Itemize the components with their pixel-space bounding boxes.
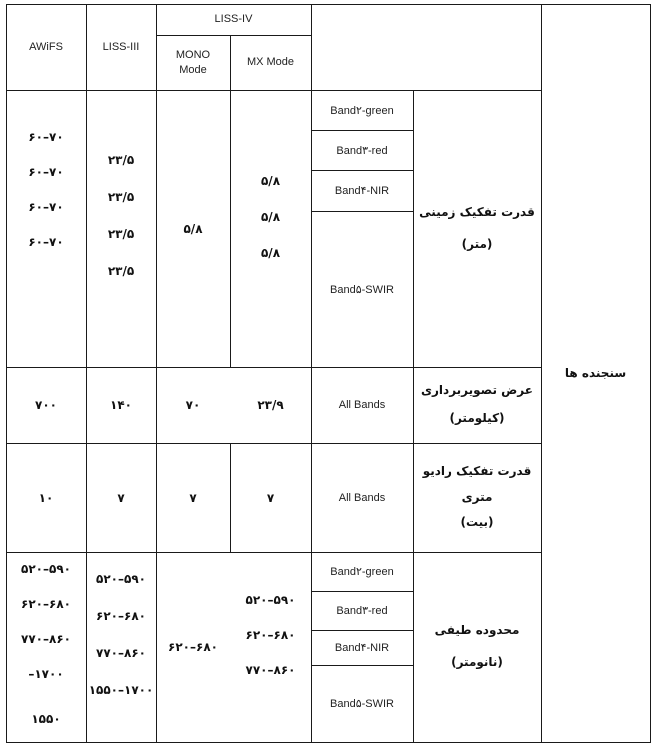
radiometric-mono-value: ۷ <box>189 490 197 505</box>
radiometric-liss3-value: ۷ <box>117 490 125 505</box>
band-red-1 <box>311 130 413 170</box>
spectral-liss3-2: ۶۲۰–۶۸۰ <box>96 609 146 623</box>
spectral-liss3 <box>86 573 156 696</box>
ground-res-awifs <box>6 131 86 248</box>
band-nir-label-2: Band۴-NIR <box>334 642 390 654</box>
ground-res-awifs-3: ۶۰–۷۰ <box>28 200 64 214</box>
header-awifs <box>6 4 86 90</box>
band-green-label: Band۲-green <box>330 104 394 117</box>
band-nir-2 <box>311 630 413 665</box>
radiometric-label-line2: متری <box>461 489 493 504</box>
spectral-label-line2: (نانومتر) <box>451 655 503 669</box>
ground-res-mx <box>230 175 311 259</box>
ground-res-liss3-4: ۲۳/۵ <box>107 264 135 278</box>
spectral-liss3-1: ۵۲۰–۵۹۰ <box>96 572 146 586</box>
header-mx-mode <box>230 35 311 90</box>
spectral-mono-value: ۶۲۰–۶۸۰ <box>168 640 218 654</box>
spectral-mx-1: ۵۲۰–۵۹۰ <box>245 593 296 607</box>
radiometric-liss3 <box>86 443 156 552</box>
spectral-liss3-3: ۷۷۰–۸۶۰ <box>96 646 146 660</box>
ground-res-label <box>413 90 541 367</box>
radiometric-mx-value: ۷ <box>266 490 275 505</box>
band-nir-1 <box>311 170 413 211</box>
band-swir-2 <box>311 665 413 742</box>
sensors-label-cell <box>541 4 650 743</box>
swath-liss3 <box>86 367 156 443</box>
swath-all-bands: All Bands <box>338 399 386 411</box>
ground-res-mx-1: ۵/۸ <box>260 174 281 188</box>
ground-res-mx-2: ۵/۸ <box>260 210 281 224</box>
spectral-awifs-2: ۶۲۰–۶۸۰ <box>21 597 71 611</box>
header-awifs-label: AWiFS <box>29 40 63 53</box>
header-liss4-label: LISS-IV <box>214 13 253 26</box>
spectral-label <box>413 552 541 742</box>
spectral-awifs <box>6 563 86 680</box>
header-mono-mode <box>156 35 230 90</box>
swath-bands <box>311 367 413 443</box>
swath-label <box>413 367 541 443</box>
spectral-awifs-4: –۱۷۰۰ <box>28 667 64 681</box>
band-red-2 <box>311 591 413 630</box>
radiometric-label-line3: (بیت) <box>460 515 494 530</box>
spectral-mx-2: ۶۲۰–۶۸۰ <box>245 628 296 642</box>
radiometric-mono <box>156 443 230 552</box>
ground-res-awifs-1: ۶۰–۷۰ <box>28 130 64 144</box>
header-mono-line1: MONO <box>175 49 211 62</box>
swath-label-line2: (کیلومتر) <box>449 411 505 425</box>
band-green-2 <box>311 552 413 591</box>
swath-awifs-value: ۷۰۰ <box>35 398 57 412</box>
spectral-liss3-4: ۱۵۵۰–۱۷۰۰ <box>88 683 154 697</box>
band-green-label-2: Band۲-green <box>330 566 394 578</box>
header-liss3-label: LISS-III <box>102 40 140 53</box>
ground-res-liss3-3: ۲۳/۵ <box>107 227 135 241</box>
spectral-awifs-tail <box>6 713 86 725</box>
header-mx-label: MX Mode <box>246 56 295 69</box>
sensors-label: سنجنده ها <box>564 365 627 380</box>
radiometric-label <box>413 443 541 552</box>
band-swir-label: Band۵-SWIR <box>330 283 394 296</box>
spectral-mx <box>230 594 311 676</box>
band-red-label: Band۳-red <box>336 144 388 157</box>
spectral-mono <box>156 552 230 742</box>
spectral-mx-3: ۷۷۰–۸۶۰ <box>245 663 296 677</box>
spectral-label-line1: محدوده طیفی <box>434 623 520 638</box>
radiometric-awifs <box>6 443 86 552</box>
ground-res-liss3-1: ۲۳/۵ <box>107 153 135 167</box>
header-liss4 <box>156 4 311 35</box>
ground-res-label-line1: قدرت تفکیک زمینی <box>419 204 535 219</box>
spectral-awifs-5: ۱۵۵۰ <box>31 712 61 726</box>
ground-res-liss3-2: ۲۳/۵ <box>107 190 135 204</box>
swath-mx <box>230 367 311 443</box>
spectral-awifs-3: ۷۷۰–۸۶۰ <box>21 632 71 646</box>
band-swir-1 <box>311 211 413 367</box>
radiometric-mx <box>230 443 311 552</box>
ground-res-label-line2: (متر) <box>461 236 493 251</box>
swath-mx-value: ۲۳/۹ <box>257 398 284 412</box>
band-swir-label-2: Band۵-SWIR <box>330 698 394 710</box>
radiometric-awifs-value: ۱۰ <box>38 490 54 505</box>
ground-res-liss3 <box>86 154 156 277</box>
swath-label-line1: عرض تصویربرداری <box>421 383 533 398</box>
swath-mono-value: ۷۰ <box>185 398 201 412</box>
spectral-awifs-1: ۵۲۰–۵۹۰ <box>21 562 71 576</box>
swath-mono <box>156 367 230 443</box>
band-nir-label: Band۴-NIR <box>334 185 390 197</box>
band-green-1 <box>311 90 413 130</box>
header-mono-line2: Mode <box>179 63 207 76</box>
ground-res-awifs-4: ۶۰–۷۰ <box>28 235 64 249</box>
ground-res-mx-3: ۵/۸ <box>260 246 281 260</box>
header-liss3 <box>86 4 156 90</box>
radiometric-bands <box>311 443 413 552</box>
ground-res-awifs-2: ۶۰–۷۰ <box>28 165 64 179</box>
swath-awifs <box>6 367 86 443</box>
swath-liss3-value: ۱۴۰ <box>110 398 132 412</box>
radiometric-all-bands: All Bands <box>338 491 386 504</box>
ground-res-mono <box>156 90 230 367</box>
radiometric-label-line1: قدرت تفکیک رادیو <box>422 464 532 479</box>
ground-res-mono-value: ۵/۸ <box>183 221 203 236</box>
band-red-label-2: Band۳-red <box>336 605 388 617</box>
